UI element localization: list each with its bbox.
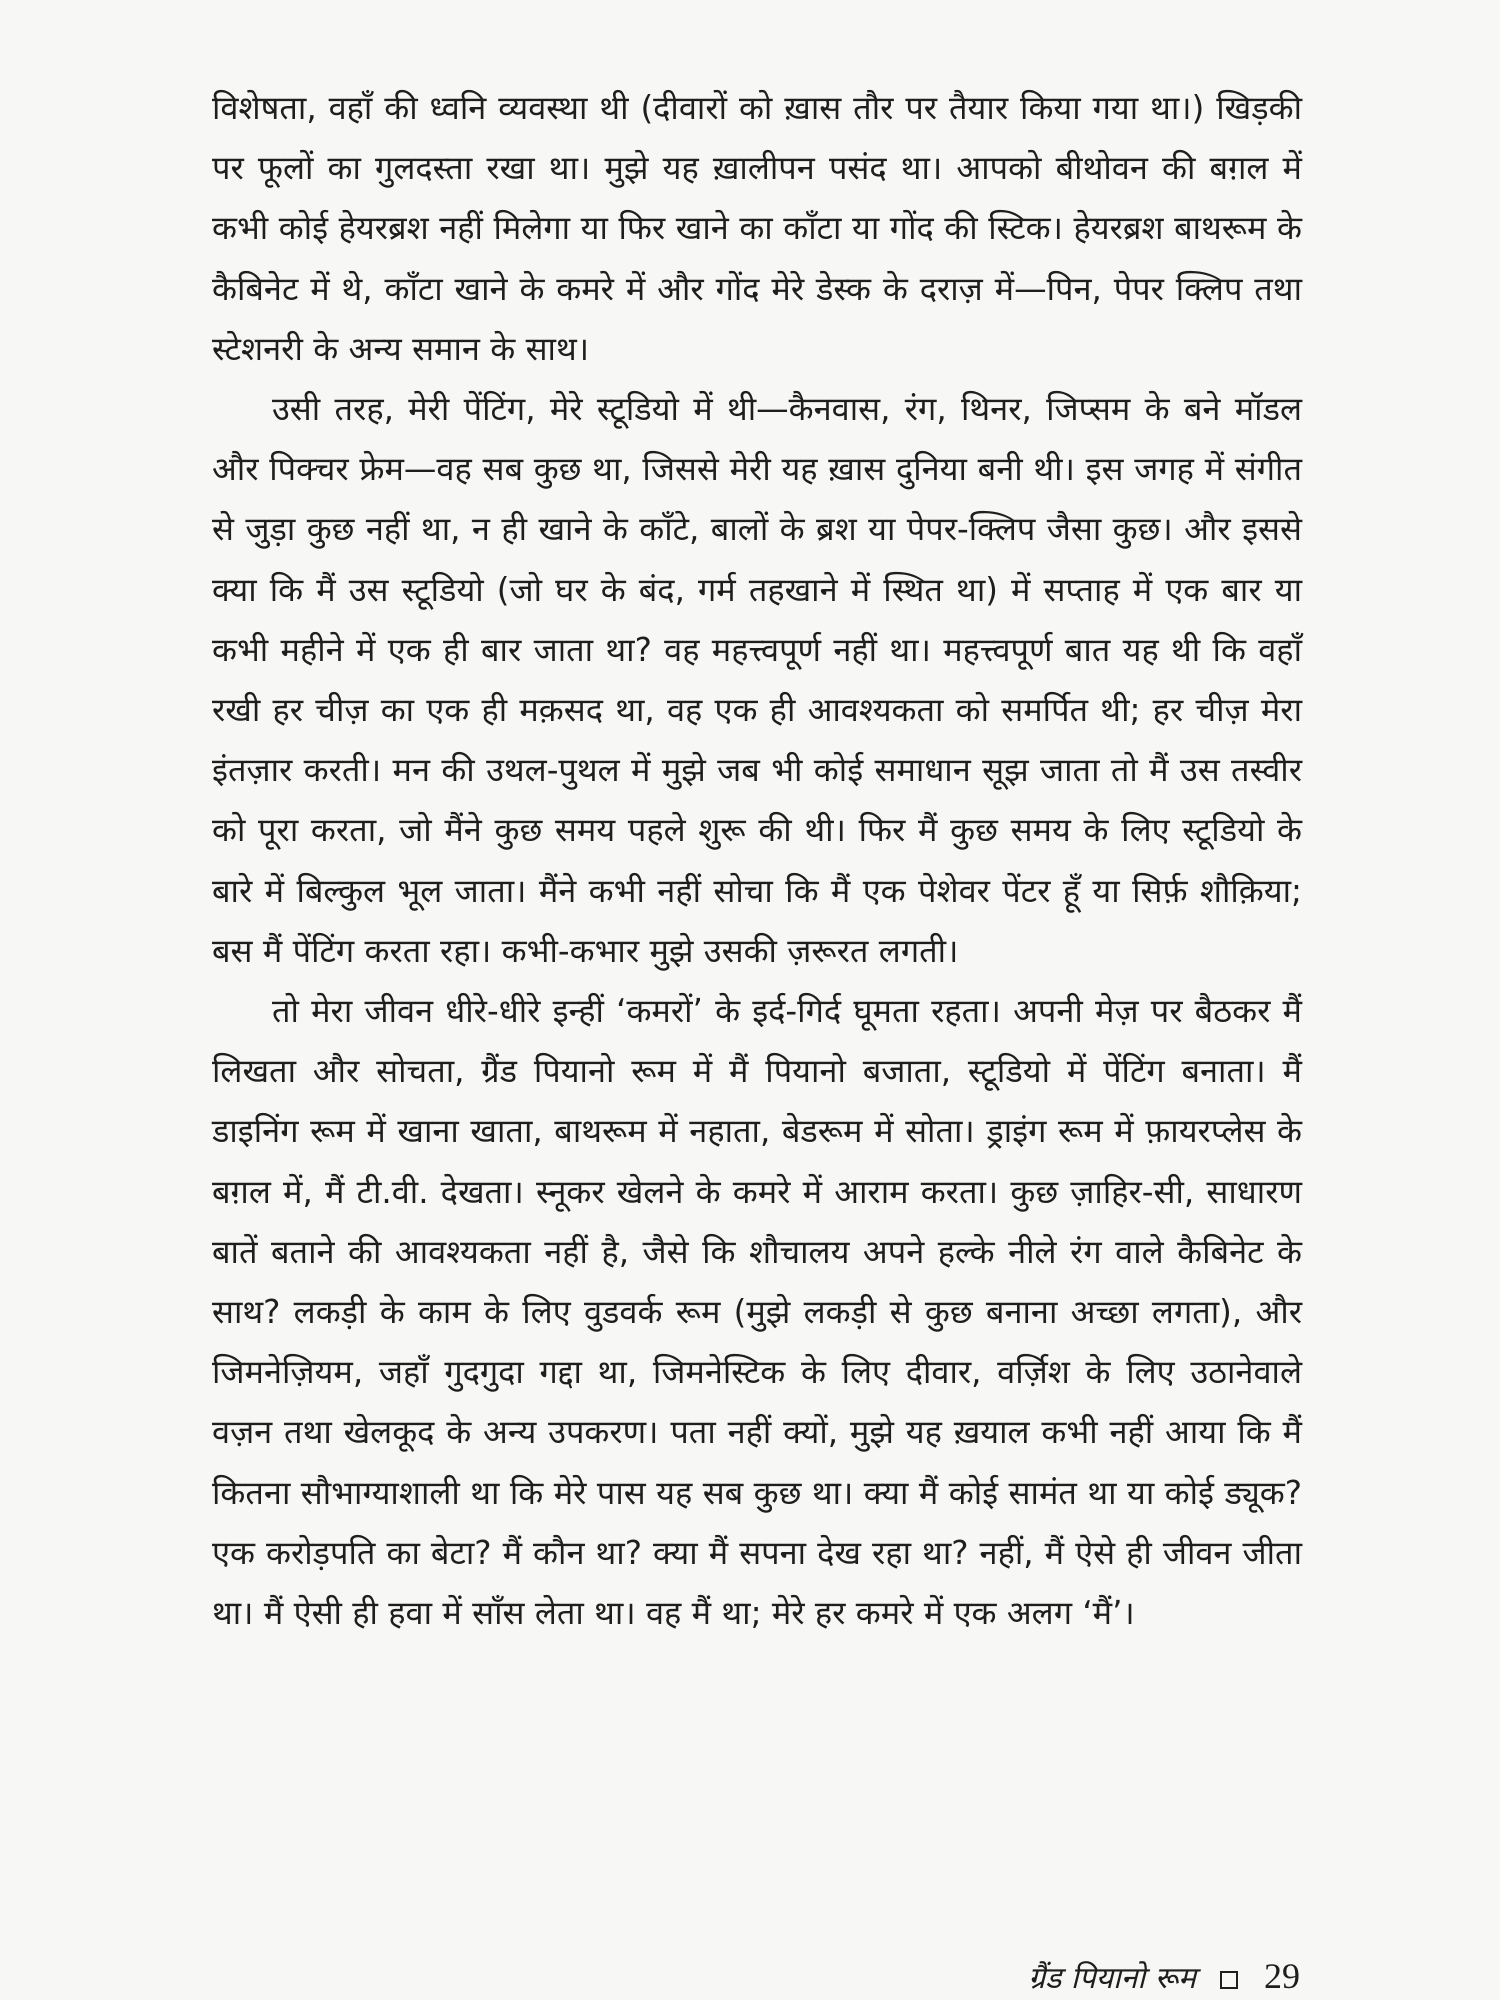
paragraph-3: तो मेरा जीवन धीरे-धीरे इन्हीं ‘कमरों’ के इर्द-गिर्द घूमता रहता। अपनी मेज़ पर बैठकर मैं लिखता और सोचता, ग्रैंड पियानो रूम में मैं पियानो बजाता, स्टूडियो में पेंटिंग बनाता। मैं डाइनिंग रूम में खाना खाता, बाथरूम में नहाता, बेडरूम में सोता। ड्राइंग रूम में फ़ायरप्लेस के बग़ल में, मैं टी.वी. देखता। स्नूकर खेलने के कमरे में आराम करता। कुछ ज़ाहिर-सी, साधारण बातें बताने की आवश्यकता नहीं है, जैसे कि शौचालय अपने हल्के नीले रंग वाले कैबिनेट के साथ? लकड़ी के काम के लिए वुडवर्क रूम (मुझे लकड़ी से कुछ बनाना अच्छा लगता), और जिमनेज़ियम, जहाँ गुदगुदा गद्दा था, जिमनेस्टिक के लिए दीवार, वर्ज़िश के लिए उठानेवाले वज़न तथा खेलकूद के अन्य उपकरण। पता नहीं क्यों, मुझे यह ख़याल कभी नहीं आया कि मैं कितना सौभाग्याशाली था कि मेरे पास यह सब कुछ था। क्या मैं कोई सामंत था या कोई ड्यूक? एक करोड़पति का बेटा? मैं कौन था? क्या मैं सपना देख रहा था? नहीं, मैं ऐसे ही जीवन जीता था। मैं ऐसी ही हवा में साँस लेता था। वह मैं था; मेरे हर कमरे में एक अलग ‘मैं’। bbox=[212, 992, 1302, 1633]
page-number: 29 bbox=[1264, 1956, 1300, 1996]
paragraph-2: उसी तरह, मेरी पेंटिंग, मेरे स्टूडियो में थी—कैनवास, रंग, थिनर, जिप्सम के बने मॉडल और पिक्चर फ्रेम—वह सब कुछ था, जिससे मेरी यह ख़ास दुनिया बनी थी। इस जगह में संगीत से जुड़ा कुछ नहीं था, न ही खाने के काँटे, बालों के ब्रश या पेपर-क्लिप जैसा कुछ। और इससे क्या कि मैं उस स्टूडियो (जो घर के बंद, गर्म तहखाने में स्थित था) में सप्ताह में एक बार या कभी महीने में एक ही बार जाता था? वह महत्त्वपूर्ण नहीं था। महत्त्वपूर्ण बात यह थी कि वहाँ रखी हर चीज़ का एक ही मक़सद था, वह एक ही आवश्यकता को समर्पित थी; हर चीज़ मेरा इंतज़ार करती। मन की उथल-पुथल में मुझे जब भी कोई समाधान सूझ जाता तो मैं उस तस्वीर को पूरा करता, जो मैंने कुछ समय पहले शुरू की थी। फिर मैं कुछ समय के लिए स्टूडियो के बारे में बिल्कुल भूल जाता। मैंने कभी नहीं सोचा कि मैं एक पेशेवर पेंटर हूँ या सिर्फ़ शौक़िया; बस मैं पेंटिंग करता रहा। कभी-कभार मुझे उसकी ज़रूरत लगती। bbox=[212, 390, 1302, 970]
square-icon bbox=[1220, 1971, 1238, 1989]
running-title: ग्रैंड पियानो रूम bbox=[1028, 1961, 1196, 1996]
page-footer bbox=[1028, 1958, 1300, 1997]
paragraph-1: विशेषता, वहाँ की ध्वनि व्यवस्था थी (दीवारों को ख़ास तौर पर तैयार किया गया था।) खिड़की पर फूलों का गुलदस्ता रखा था। मुझे यह ख़ालीपन पसंद था। आपको बीथोवन की बग़ल में कभी कोई हेयरब्रश नहीं मिलेगा या फिर खाने का काँटा या गोंद की स्टिक। हेयरब्रश बाथरूम के कैबिनेट में थे, काँटा खाने के कमरे में और गोंद मेरे डेस्क के दराज़ में—पिन, पेपर क्लिप तथा स्टेशनरी के अन्य समान के साथ। bbox=[212, 89, 1302, 368]
body-text bbox=[212, 78, 1302, 1643]
